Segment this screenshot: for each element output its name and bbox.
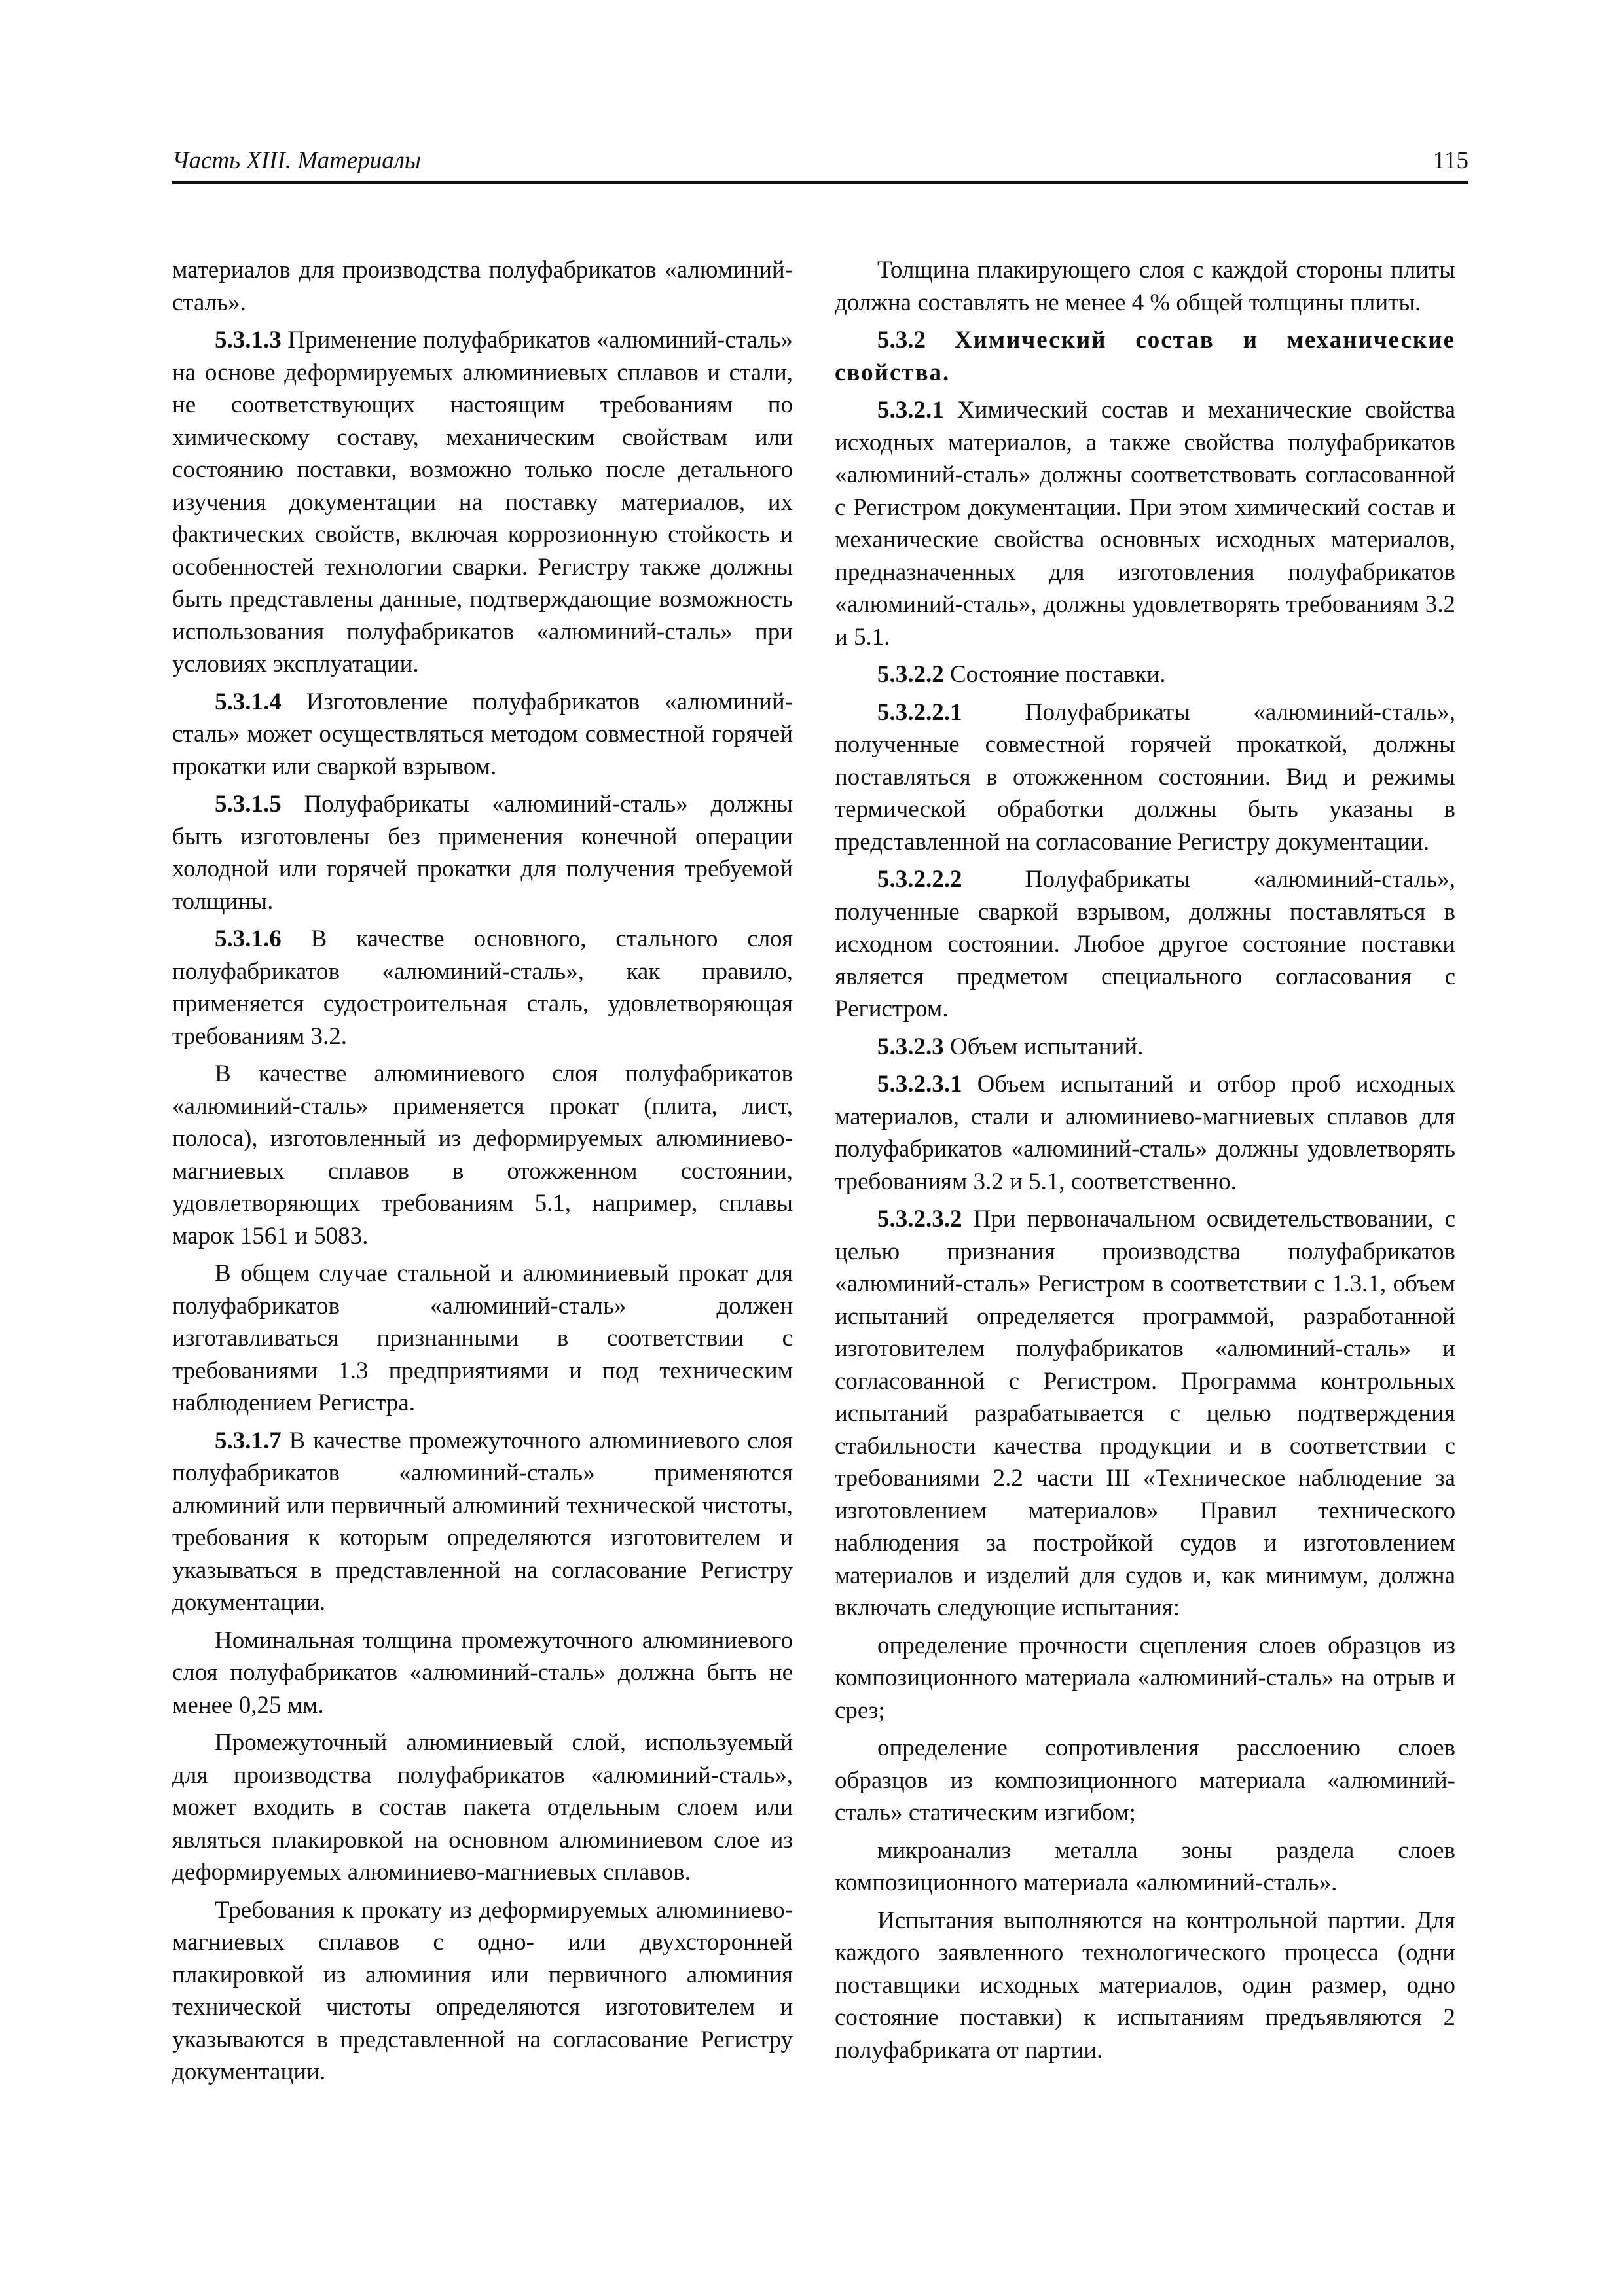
paragraph (172, 1624, 793, 1722)
paragraph-text: В качестве промежуточного алюминиевого слоя полуфабрикатов «алюминий-сталь» применяются алюминий или первичный алюминий технической чистоты, требования к которым определяются изготовителем и указываться в представленной на согласование Регистру документации. (172, 1427, 793, 1616)
paragraph (835, 1732, 1455, 1829)
paragraph-text: Химический состав и механические свойства исходных материалов, а также свойства полуфабрикатов «алюминий-сталь» должны соответствовать согласованной с Регистром документации. При этом химический состав и механические свойства основных исходных материалов, предназначенных для изготовления полуфабрикатов «алюминий-сталь», должны удовлетворять требованиям 3.2 и 5.1. (835, 397, 1455, 651)
paragraph (835, 1203, 1455, 1624)
paragraph-text: микроанализ металла зоны раздела слоев композиционного материала «алюминий-сталь». (835, 1837, 1455, 1896)
paragraph-text: Полуфабрикаты «алюминий-сталь» должны быть изготовлены без применения конечной операции холодной или горячей прокатки для получения требуемой толщины. (172, 791, 793, 915)
paragraph-text: Полуфабрикаты «алюминий-сталь», полученные сваркой взрывом, должны поставляться в исходном состоянии. Любое другое состояние поставки является предметом специального согласования с Регистром. (835, 866, 1455, 1022)
paragraph-text: В качестве основного, стального слоя полуфабрикатов «алюминий-сталь», как правило, применяется судостроительная сталь, удовлетворяющая требованиям 3.2. (172, 925, 793, 1050)
paragraph (172, 1894, 793, 2089)
running-header (172, 145, 1468, 184)
left-column (172, 254, 793, 2089)
paragraph-text: определение прочности сцепления слоев образцов из композиционного материала «алюминий-сталь» на отрыв и срез; (835, 1632, 1455, 1724)
paragraph-text: Промежуточный алюминиевый слой, используемый для производства полуфабрикатов «алюминий-сталь», может входить в состав пакета отдельным слоем или являться плакировкой на основном алюминиевом слое из деформируемых алюминиево-магниевых сплавов. (172, 1729, 793, 1886)
paragraph-text: Номинальная толщина промежуточного алюминиевого слоя полуфабрикатов «алюминий-сталь» должна быть не менее 0,25 мм. (172, 1626, 793, 1719)
paragraph (835, 658, 1455, 691)
paragraph (835, 394, 1455, 653)
paragraph-text: материалов для производства полуфабрикатов «алюминий-сталь». (172, 257, 793, 316)
section-number: 5.3.2.3.2 (877, 1206, 962, 1232)
paragraph-text: В качестве алюминиевого слоя полуфабрикатов «алюминий-сталь» применяется прокат (плита, лист, полоса), изготовленный из деформируемых алюминиево-магниевых сплавов в отожженном состоянии, удовлетворяющих требованиям 5.1, например, сплавы марок 1561 и 5083. (172, 1060, 793, 1249)
paragraph-text: Объем испытаний и отбор проб исходных материалов, стали и алюминиево-магниевых сплавов для полуфабрикатов «алюминий-сталь» должны удовлетворять требованиям 3.2 и 5.1, соответственно. (835, 1071, 1455, 1195)
paragraph-text: Толщина плакирующего слоя с каждой стороны плиты должна составлять не менее 4 % общей толщины плиты. (835, 257, 1455, 316)
paragraph (172, 1257, 793, 1420)
section-number: 5.3.1.5 (215, 791, 282, 817)
section-number: 5.3.1.6 (215, 925, 282, 952)
paragraph-text: Объем испытаний. (943, 1033, 1144, 1060)
paragraph (835, 863, 1455, 1026)
paragraph (835, 1630, 1455, 1727)
paragraph-text: Испытания выполняются на контрольной партии. Для каждого заявленного технологического процесса (одни поставщики исходных материалов, один размер, одно состояние поставки) к испытаниям предъявляются 2 полуфабриката от партии. (835, 1907, 1455, 2064)
paragraph-text: определение сопротивления расслоению слоев образцов из композиционного материала «алюминий-сталь» статическим изгибом; (835, 1734, 1455, 1826)
section-number: 5.3.2.1 (877, 397, 944, 423)
paragraph (172, 1058, 793, 1252)
paragraph (172, 324, 793, 681)
paragraph-text: При первоначальном освидетельствовании, с целью признания производства полуфабрикатов «алюминий-сталь» Регистром в соответствии с 1.3.1, объем испытаний определяется программой, разработанной изготовителем полуфабрикатов «алюминий-сталь» и согласованной с Регистром. Программа контрольных испытаний разрабатывается с целью подтверждения стабильности качества продукции и в соответствии с требованиями 2.2 части III «Техническое наблюдение за изготовлением материалов» Правил технического наблюдения за постройкой судов и изготовлением материалов и изделий для судов и, как минимум, должна включать следующие испытания: (835, 1206, 1455, 1621)
section-number: 5.3.2.2.1 (877, 698, 962, 726)
paragraph (172, 254, 793, 319)
paragraph (835, 696, 1455, 859)
paragraph (835, 1068, 1455, 1198)
paragraph (835, 1031, 1455, 1064)
paragraph-text: В общем случае стальной и алюминиевый прокат для полуфабрикатов «алюминий-сталь» должен изготавливаться признанными в соответствии с требованиями 1.3 предприятиями и под техническим наблюдением Регистра. (172, 1260, 793, 1416)
paragraph (835, 254, 1455, 319)
section-number: 5.3.2.3 (877, 1033, 944, 1060)
paragraph (172, 1727, 793, 1889)
paragraph-text: Применение полуфабрикатов «алюминий-сталь» на основе деформируемых алюминиевых сплавов и стали, не соответствующих настоящим требованиям по химическому составу, механическим свойствам или состоянию поставки, возможно только после детального изучения документации на поставку материалов, их фактических свойств, включая коррозионную стойкость и особенностей технологии сварки. Регистру также должны быть представлены данные, подтверждающие возможность использования полуфабрикатов «алюминий-сталь» при условиях эксплуатации. (172, 327, 793, 677)
paragraph (172, 788, 793, 918)
section-number: 5.3.2.2.2 (877, 866, 962, 893)
paragraph (172, 1425, 793, 1619)
paragraph (172, 923, 793, 1052)
paragraph (835, 1905, 1455, 2067)
section-number: 5.3.1.3 (215, 327, 282, 353)
section-number: 5.3.2.3.1 (877, 1071, 962, 1098)
page-number: 115 (1432, 147, 1468, 174)
paragraph (835, 324, 1455, 389)
right-column (835, 254, 1455, 2066)
header-title: Часть XIII. Материалы (172, 147, 421, 174)
paragraph-text: Состояние поставки. (943, 661, 1166, 688)
paragraph-text: Изготовление полуфабрикатов «алюминий-сталь» может осуществляться методом совместной горячей прокатки или сваркой взрывом. (172, 688, 793, 780)
paragraph (172, 686, 793, 783)
paragraph-text: Требования к прокату из деформируемых алюминиево-магниевых сплавов с одно- или двухсторонней плакировкой из алюминия или первичного алюминия технической чистоты определяются изготовителем и указываются в представленной на согласование Регистру документации. (172, 1896, 793, 2085)
section-heading-text: Химический состав и механические свойства. (835, 327, 1455, 386)
section-number: 5.3.1.7 (215, 1427, 282, 1454)
section-number: 5.3.2 (877, 327, 926, 353)
section-number: 5.3.1.4 (215, 688, 282, 715)
paragraph (835, 1835, 1455, 1899)
paragraph-text: Полуфабрикаты «алюминий-сталь», полученные совместной горячей прокаткой, должны поставляться в отожженном состоянии. Вид и режимы термической обработки должны быть указаны в представленной на согласование Регистру документации. (835, 698, 1455, 855)
section-number: 5.3.2.2 (877, 661, 944, 688)
